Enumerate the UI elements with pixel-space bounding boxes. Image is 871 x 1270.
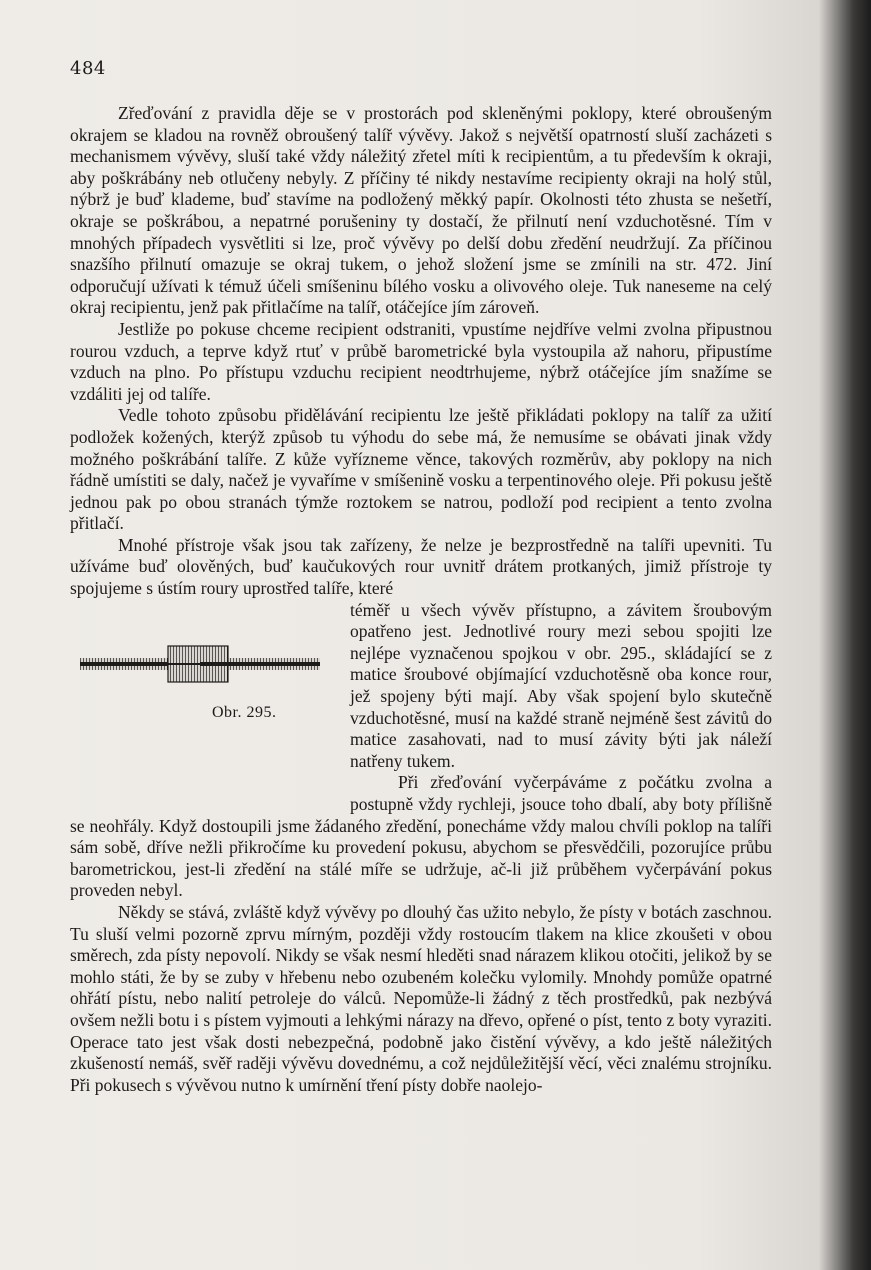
paragraph-6: Někdy se stává, zvláště když vývěvy po dlouhý čas užito nebylo, že písty v botách zaschnou. Tu sluší velmi pozorně zprvu mírným, později vždy rostoucím tlakem na klice zkoušeti v obou směrech, zda písty nepovolí. Nikdy se však nesmí hleděti snad nárazem klikou otočiti, jelikož by se mohlo státi, že by se zuby v hřebenu nebo ozubeném kolečku vylomily. Mnohdy pomůže opatrné ohřátí pístu, nebo nalití petroleje do válců. Nepomůže-li žádný z těch prostředků, pak nezbývá ovšem nežli botu i s pístem vyjmouti a lehkými nárazy na dřevo, opřené o píst, tento z boty vyraziti. Operace tato jest však dosti nebezpečná, podobně jako čistění vývěvy, a kdo ještě náležitých zkušeností nemáš, svěř raději vývěvu dovednému, a což nejdůležitější věcí, věci znalému strojníku. Při pokusech s vývěvou nutno k umírnění tření písty dobře naolejo-: [70, 901, 772, 1095]
figure-295: [74, 604, 336, 795]
paragraph-1: Zřeďování z pravidla děje se v prostorách pod skleněnými poklopy, které obroušeným okrajem se kladou na rovněž obroušený talíř vývěvy. Jakož s největší opatrností sluší zacházeti s mechanismem vývěvy, sluší také vždy náležitý zřetel míti k recipientům, a tu především k okraji, aby poškrábány neb otlučeny nebyly. Z příčiny té nikdy nestavíme recipienty okraji na holý stůl, nýbrž je buď klademe, buď stavíme na podložený měkký papír. Okolnosti této zhusta se nešetří, okraje se poškrábou, a nepatrné porušeniny ty dostačí, že přilnutí není vzduchotěsné. Tím v mnohých případech vysvětliti si lze, proč vývěvy po delší dobu zředění neudržují. Za příčinou snazšího přilnutí omazuje se okraj tukem, o jehož složení jsme se zmínili na str. 472. Jiní odporučují užívati k témuž účeli smíšeninu bílého vosku a olivového oleje. Tuk naneseme na celý okraj recipientu, jenž pak přitlačíme na talíř, otáčejíce jím zároveň.: [70, 103, 772, 318]
body-text: [70, 103, 772, 1096]
paragraph-4-lead: Mnohé přístroje však jsou tak zařízeny, že nelze je bezprostředně na talíři upevniti. Tu užíváme buď olověných, buď kaučukových rour uvnitř drátem protkaných, jimiž přístroje ty spojujeme s ústím roury uprostřed talíře, které: [70, 534, 772, 599]
paragraph-2: Jestliže po pokuse chceme recipient odstraniti, vpustíme nejdříve velmi zvolna připustnou rourou vzduch, a teprve když rtuť v průbě barometrické byla vystoupila až nahoru, připustíme vzduch na plno. Po přístupu vzduchu recipient neodtrhujeme, nýbrž otáčejíce jím snažíme se vzdáliti jej od talíře.: [70, 318, 772, 404]
figure-caption: Obr. 295.: [212, 703, 277, 721]
paragraph-4: [70, 535, 772, 773]
paragraph-4-continued: téměř u všech vývěv přístupno, a závitem šroubovým opatřeno jest. Jednotlivé roury mezi sebou spojiti lze nejlépe vyznačenou spojkou v obr. 295., skládající se z matice šroubové objímající vzduchotěsně oba konce rour, jež spojeny býti mají. Aby však spojení bylo skutečně vzduchotěsné, musí na každé straně nejméně šest závitů do matice zasahovati, nad to musí závity býti jak náleží natřeny tukem.: [350, 599, 772, 771]
paragraph-5: Při zřeďování vyčerpáváme z počátku zvolna a postupně vždy rychleji, jsouce toho dbalí, aby boty přílišně se neohřály. Když dostoupili jsme žádaného zředění, ponecháme vždy malou chvíli poklop na talíři sám sobě, dříve nežli přikročíme ku provedení pokusu, abychom se přesvědčili, pozorujíce průbu barometrickou, jest-li zředění na stálé míře se udržuje, ač-li již průběhem vyčerpávání pokus proveden nebyl.: [70, 772, 772, 901]
screw-coupling-icon: [80, 644, 320, 684]
page-number: 484: [70, 58, 106, 79]
paragraph-3: Vedle tohoto způsobu přidělávání recipientu lze ještě přikládati poklopy na talíř za užití podložek kožených, kterýž způsob tu výhodu do sebe má, že nemusíme se obávati jinak vždy možného poškrábání talíře. Z kůže vyřízneme věnce, takových rozměrův, aby poklopy na nich řádně umístiti se daly, načež je vyvaříme v smíšenině vosku a terpentinového oleje. Při pokusu ještě jednou pak po obou stranách týmže roztokem se natrou, podloží pod recipient a tento zvolna přitlačí.: [70, 405, 772, 534]
